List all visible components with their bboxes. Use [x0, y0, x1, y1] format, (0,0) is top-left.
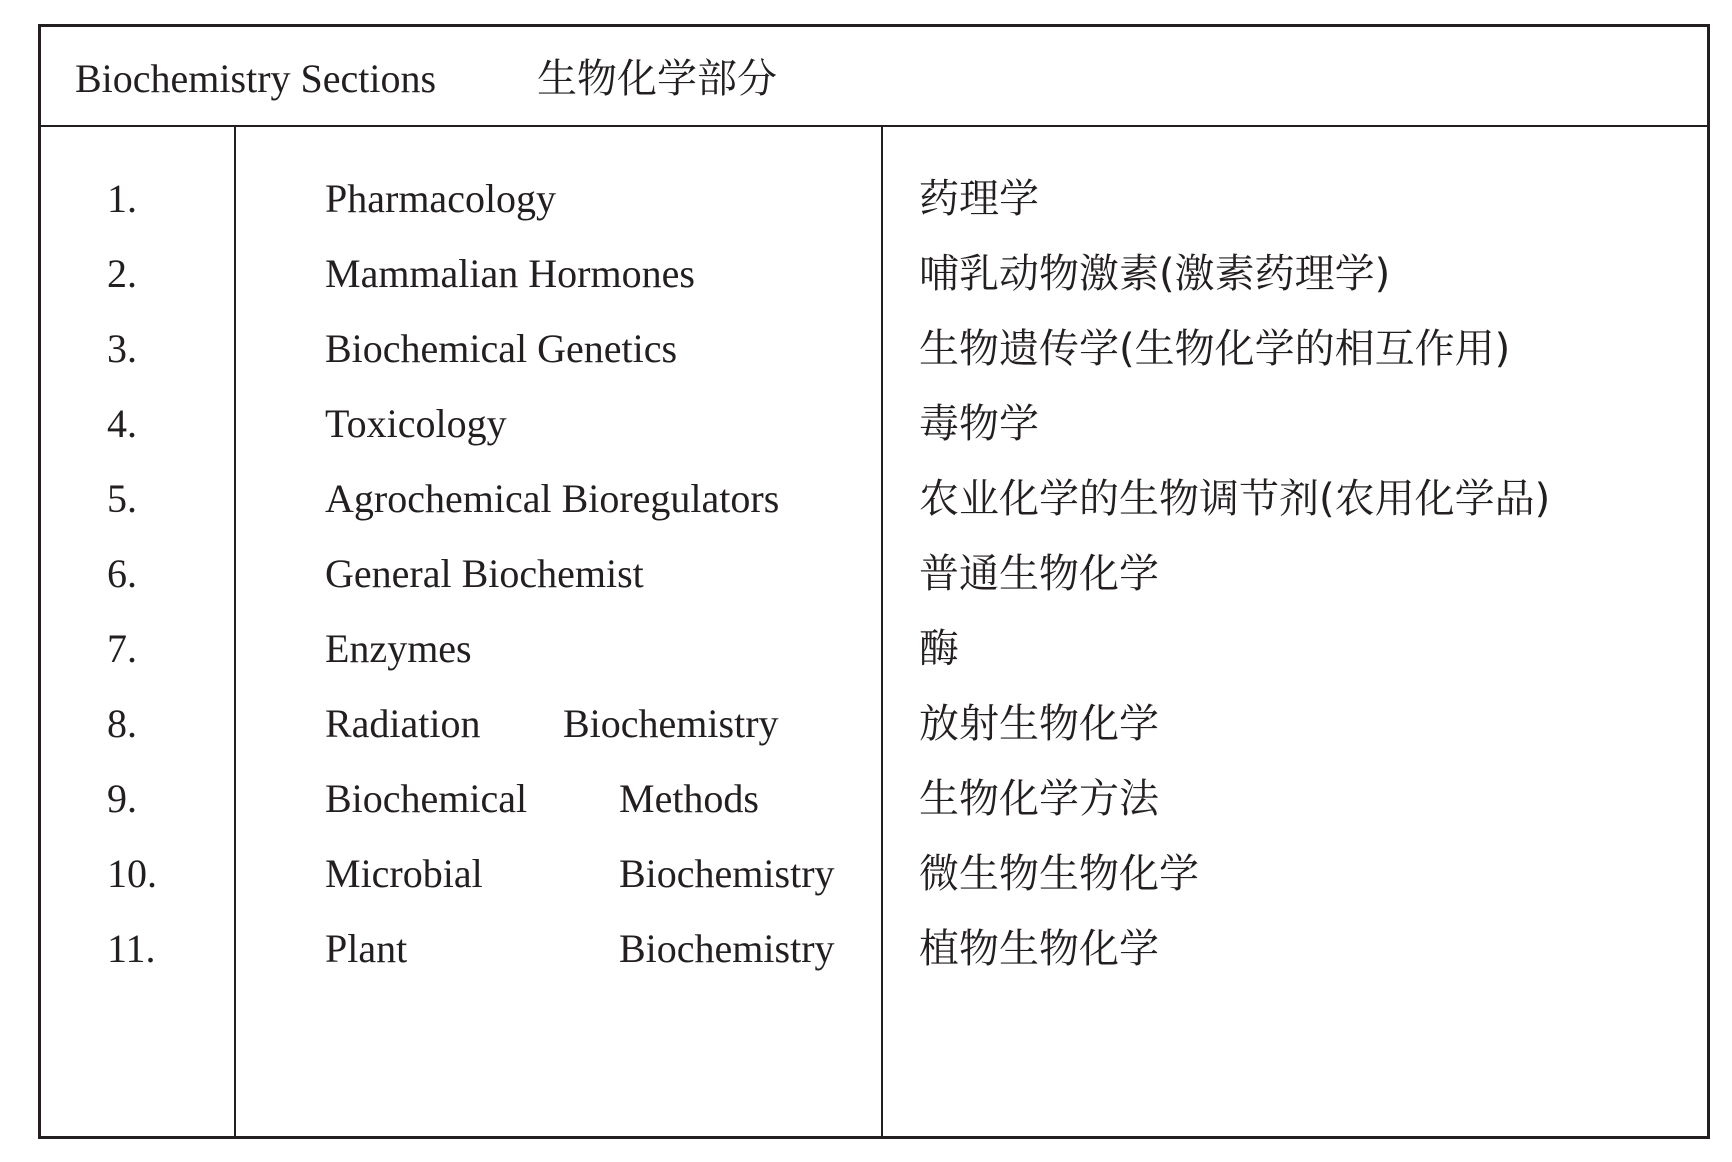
row-english-name: Biochemical Genetics — [325, 326, 678, 371]
table-row — [41, 627, 1707, 707]
row-english-name: Agrochemical Bioregulators — [325, 476, 780, 521]
row-english-word-2: Biochemistry — [619, 851, 835, 896]
table-row — [41, 852, 1707, 932]
table-row — [41, 702, 1707, 782]
table-row — [41, 402, 1707, 482]
header-title-english: Biochemistry Sections — [75, 56, 437, 101]
row-chinese-name: 药理学 — [919, 176, 1039, 222]
row-chinese-name: 放射生物化学 — [919, 701, 1159, 747]
row-number: 8. — [107, 701, 137, 746]
row-english-name: Enzymes — [325, 626, 472, 671]
row-number: 2. — [107, 251, 137, 296]
row-english-word-1: Biochemical — [325, 776, 528, 821]
table-header-row — [41, 27, 1707, 127]
row-english-name: Mammalian Hormones — [325, 251, 695, 296]
row-number: 10. — [107, 851, 157, 896]
table-row — [41, 777, 1707, 857]
row-number: 6. — [107, 551, 137, 596]
row-english-name: Pharmacology — [325, 176, 557, 221]
row-chinese-name: 生物遗传学(生物化学的相互作用) — [919, 326, 1511, 372]
row-chinese-name: 植物生物化学 — [919, 926, 1159, 972]
row-number: 5. — [107, 476, 137, 521]
row-number: 9. — [107, 776, 137, 821]
row-chinese-name: 酶 — [919, 626, 959, 672]
row-english-word-1: Radiation — [325, 701, 481, 746]
row-english-name: Toxicology — [325, 401, 507, 446]
table-row — [41, 252, 1707, 332]
row-english-name: General Biochemist — [325, 551, 644, 596]
row-english-word-2: Biochemistry — [563, 701, 779, 746]
row-number: 7. — [107, 626, 137, 671]
table-row — [41, 477, 1707, 557]
row-chinese-name: 哺乳动物激素(激素药理学) — [919, 251, 1391, 297]
row-number: 1. — [107, 176, 137, 221]
row-chinese-name: 毒物学 — [919, 401, 1039, 447]
row-number: 11. — [107, 926, 156, 971]
row-number: 4. — [107, 401, 137, 446]
row-chinese-name: 普通生物化学 — [919, 551, 1159, 597]
table-row — [41, 552, 1707, 632]
row-chinese-name: 微生物生物化学 — [919, 851, 1199, 897]
row-english-word-2: Biochemistry — [619, 926, 835, 971]
row-english-word-2: Methods — [619, 776, 759, 821]
row-english-word-1: Plant — [325, 926, 408, 971]
table-row — [41, 177, 1707, 257]
row-chinese-name: 农业化学的生物调节剂(农用化学品) — [919, 476, 1551, 522]
table-row — [41, 927, 1707, 1007]
biochemistry-sections-table — [38, 24, 1710, 1139]
table-row — [41, 327, 1707, 407]
row-number: 3. — [107, 326, 137, 371]
row-english-word-1: Microbial — [325, 851, 483, 896]
row-chinese-name: 生物化学方法 — [919, 776, 1159, 822]
header-title-chinese: 生物化学部分 — [537, 56, 777, 102]
